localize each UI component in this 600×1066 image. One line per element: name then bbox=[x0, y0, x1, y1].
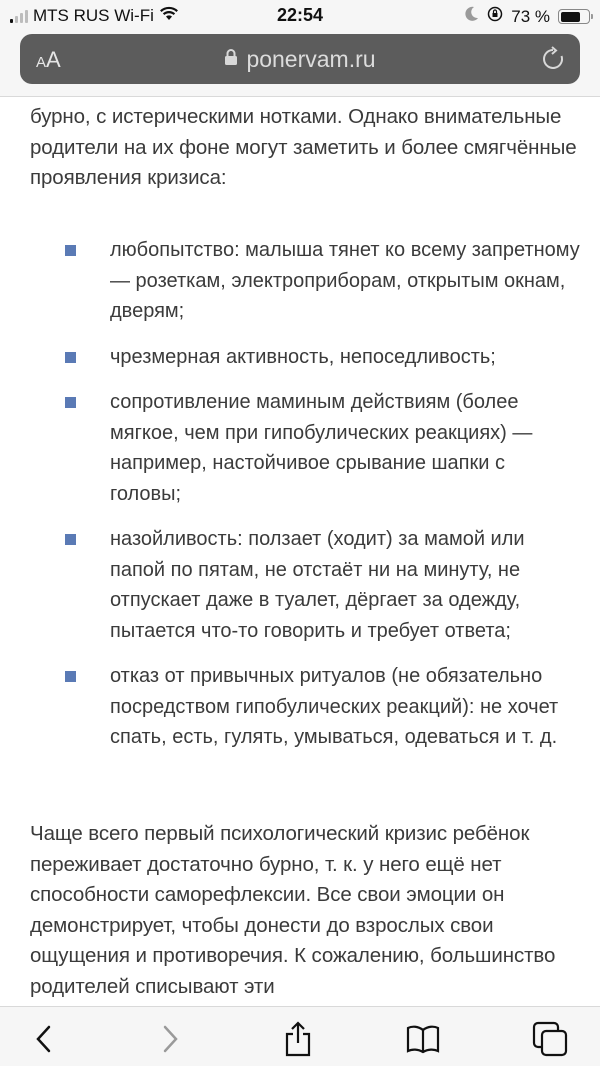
forward-icon bbox=[159, 1024, 181, 1054]
square-bullet-icon bbox=[65, 245, 76, 256]
tabs-button[interactable] bbox=[532, 1021, 568, 1057]
list-item bbox=[0, 235, 600, 327]
bookmarks-icon bbox=[405, 1024, 441, 1054]
square-bullet-icon bbox=[65, 534, 76, 545]
square-bullet-icon bbox=[65, 671, 76, 682]
tabs-icon bbox=[532, 1021, 568, 1057]
square-bullet-icon bbox=[65, 397, 76, 408]
carrier-label: MTS RUS Wi-Fi bbox=[33, 6, 154, 25]
list-item bbox=[0, 661, 600, 753]
symptom-list bbox=[0, 235, 600, 768]
share-button[interactable] bbox=[280, 1021, 316, 1057]
list-item-text: любопытство: малыша тянет ко всему запретному — розеткам, электроприборам, открытым окнам, дверям; bbox=[110, 239, 580, 322]
back-button[interactable] bbox=[26, 1021, 62, 1057]
reload-icon[interactable] bbox=[540, 46, 566, 77]
battery-icon bbox=[558, 9, 590, 24]
moon-icon bbox=[465, 6, 479, 27]
browser-toolbar bbox=[0, 1006, 600, 1066]
list-item-text: сопротивление маминым действиям (более мягкое, чем при гипобулических реакциях) — например, настойчивое срывание шапки с головы; bbox=[110, 391, 533, 505]
intro-paragraph: бурно, с истерическими нотками. Однако внимательные родители на их фоне могут заметить и более смягчённые проявления кризиса: bbox=[30, 105, 577, 189]
list-item-text: чрезмерная активность, непоседливость; bbox=[110, 345, 496, 368]
list-item bbox=[0, 342, 600, 373]
status-time: 22:54 bbox=[276, 5, 324, 25]
list-item bbox=[0, 524, 600, 646]
browser-top-chrome bbox=[0, 0, 600, 97]
lock-icon bbox=[224, 48, 238, 71]
url-display[interactable] bbox=[20, 46, 580, 73]
back-icon bbox=[33, 1024, 55, 1054]
battery-percent: 73 % bbox=[511, 6, 550, 26]
status-right bbox=[465, 6, 590, 27]
forward-button[interactable] bbox=[152, 1021, 188, 1057]
address-bar[interactable] bbox=[20, 34, 580, 84]
article-content bbox=[0, 97, 600, 1000]
closing-paragraph: Чаще всего первый психологический кризис ребёнок переживает достаточно бурно, т. к. у него ещё нет способности саморефлексии. Все свои эмоции он демонстрирует, чтобы донести до взрослых свои ощущения и противоречия. К сожалению, большинство родителей списывают эти bbox=[30, 822, 556, 998]
square-bullet-icon bbox=[65, 352, 76, 363]
orientation-lock-icon bbox=[487, 6, 503, 27]
list-item-text: назойливость: ползает (ходит) за мамой или папой по пятам, не отстаёт ни на минуту, не отпускает даже в туалет, дёргает за одежду, пытается что-то говорить и требует ответа; bbox=[110, 528, 525, 642]
url-text: ponervam.ru bbox=[246, 46, 376, 72]
list-item bbox=[0, 387, 600, 509]
text-size-button[interactable]: AA bbox=[36, 47, 61, 72]
list-item-text: отказ от привычных ритуалов (не обязательно посредством гипобулических реакций): не хочет спать, есть, гулять, умываться, одеваться и т. д. bbox=[110, 665, 559, 748]
status-bar bbox=[0, 0, 600, 32]
share-icon bbox=[283, 1021, 313, 1057]
bookmarks-button[interactable] bbox=[405, 1021, 441, 1057]
